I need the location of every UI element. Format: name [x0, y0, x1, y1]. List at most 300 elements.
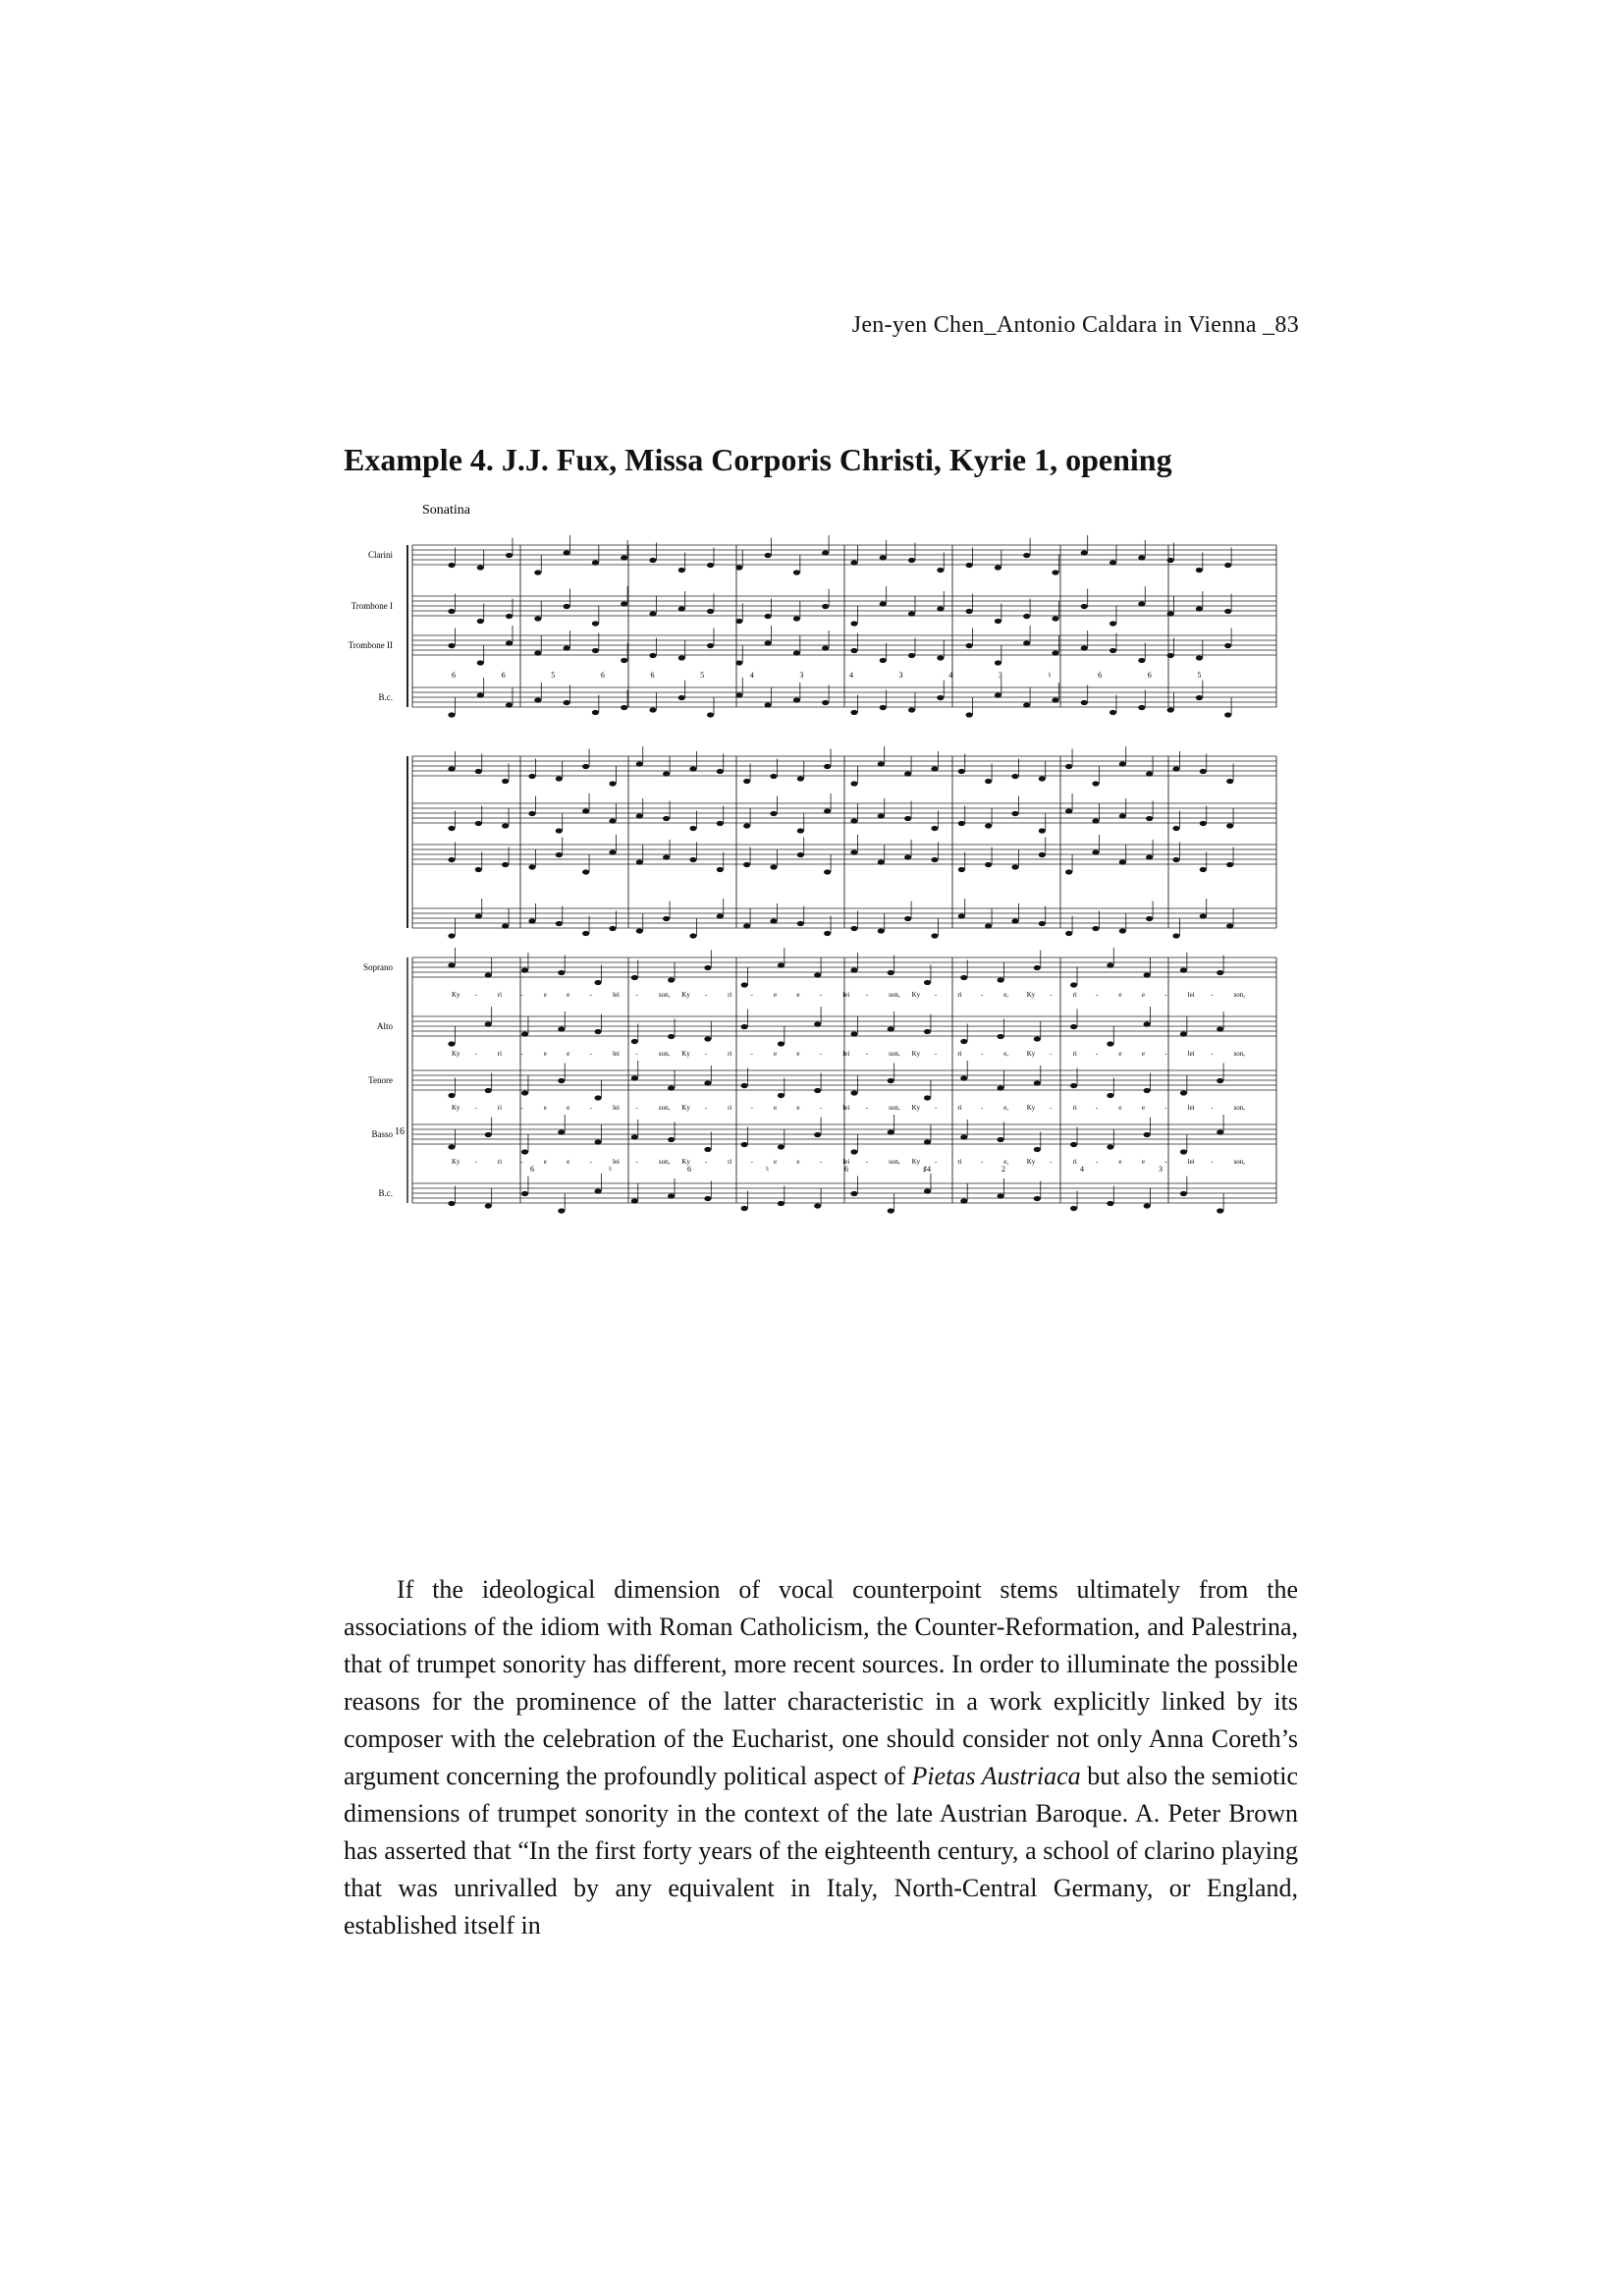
- figured-bass: 6: [687, 1165, 691, 1174]
- note: [1138, 705, 1145, 710]
- lyric: -: [635, 1050, 638, 1058]
- note: [1011, 811, 1018, 816]
- note: [822, 700, 829, 705]
- note: [1146, 854, 1153, 859]
- note: [1196, 606, 1203, 611]
- lyric: Ky: [1026, 1104, 1036, 1112]
- note: [649, 707, 656, 712]
- note: [678, 568, 685, 573]
- note: [966, 563, 973, 568]
- figured-bass: 4: [749, 671, 754, 680]
- lyric: ri: [957, 1104, 962, 1112]
- note: [631, 975, 638, 980]
- note: [1070, 1206, 1077, 1211]
- note: [521, 1090, 528, 1095]
- note: [636, 761, 643, 766]
- note: [502, 923, 509, 928]
- lyric: ri: [728, 991, 732, 999]
- note: [1119, 813, 1126, 818]
- note: [689, 933, 696, 938]
- note: [448, 1144, 455, 1149]
- figured-bass: 3: [998, 671, 1002, 680]
- note: [475, 913, 482, 918]
- lyric: ri: [1072, 1158, 1077, 1166]
- lyric: -: [474, 991, 477, 999]
- lyric: Ky: [681, 1050, 690, 1058]
- note: [521, 1149, 528, 1154]
- note: [985, 862, 992, 867]
- lyric: Ky: [452, 991, 460, 999]
- lyric: -: [520, 991, 523, 999]
- note: [878, 928, 885, 933]
- music-example: [334, 496, 1296, 1527]
- lyric: -: [1096, 1158, 1099, 1166]
- lyric: lei: [842, 1104, 850, 1112]
- lyric: son,: [1233, 1050, 1246, 1058]
- note: [793, 616, 800, 621]
- note: [1011, 864, 1018, 869]
- note: [1070, 1083, 1077, 1088]
- lyric: son,: [889, 1050, 900, 1058]
- note: [1172, 933, 1179, 938]
- note: [880, 555, 887, 560]
- lyric: -: [589, 1158, 592, 1166]
- note: [743, 779, 750, 784]
- note: [878, 761, 885, 766]
- instrument-label: B.c.: [378, 1188, 393, 1198]
- note: [997, 977, 1003, 982]
- lyric: -: [589, 1050, 592, 1058]
- note: [475, 769, 482, 774]
- note: [678, 655, 685, 660]
- note: [888, 970, 894, 975]
- note: [966, 712, 973, 717]
- paragraph-part-1: If the ideological dimension of vocal counterpoint stems ultimately from the associations of the idiom with Roman Catholicism, the Counter-Reformation, and Palestrina, that of trumpet sonority has different, more recent sources. In order to illuminate the possible reasons for the prominence of the latter characteristic in a work explicitly linked by its composer with the celebration of the Eucharist, one should consider not only Anna Coreth’s argument concerning the profoundly political aspect of: [344, 1575, 1298, 1790]
- note: [1034, 1080, 1041, 1085]
- note: [636, 813, 643, 818]
- note: [1023, 614, 1030, 619]
- note: [958, 867, 965, 872]
- note: [631, 1039, 638, 1044]
- lyric: Ky: [681, 991, 690, 999]
- lyric: -: [935, 1104, 938, 1112]
- note: [985, 923, 992, 928]
- note: [1224, 609, 1231, 614]
- lyric: -: [819, 991, 823, 999]
- note: [448, 609, 455, 614]
- note: [904, 854, 911, 859]
- note: [475, 821, 482, 826]
- instrument-label: Tenore: [368, 1075, 393, 1085]
- example-title: Example 4. J.J. Fux, Missa Corporis Christi, Kyrie 1, opening: [344, 442, 1172, 477]
- note: [1052, 697, 1058, 702]
- note: [689, 826, 696, 831]
- lyric: Ky: [1026, 991, 1036, 999]
- note: [1023, 640, 1030, 645]
- lyric: e,: [1003, 1050, 1009, 1058]
- lyric: Ky: [1026, 1050, 1036, 1058]
- lyric: -: [474, 1158, 477, 1166]
- note: [1119, 761, 1126, 766]
- note: [621, 601, 627, 606]
- note: [668, 1085, 675, 1090]
- note: [1039, 828, 1046, 833]
- note: [824, 869, 831, 874]
- note: [564, 700, 570, 705]
- note: [609, 849, 616, 854]
- note: [960, 1075, 967, 1080]
- note: [997, 1193, 1003, 1198]
- lyric: Ky: [681, 1158, 690, 1166]
- lyric: e,: [1003, 1104, 1009, 1112]
- lyric: e: [774, 1158, 778, 1166]
- note: [850, 621, 857, 626]
- note: [1109, 710, 1116, 715]
- lyric: ri: [728, 1158, 732, 1166]
- lyric: lei: [842, 1050, 850, 1058]
- lyric: Ky: [911, 1050, 921, 1058]
- note: [1065, 931, 1072, 936]
- lyric: -: [1164, 1158, 1167, 1166]
- lyric: -: [819, 1104, 823, 1112]
- lyric: ri: [1072, 1104, 1077, 1112]
- note: [1217, 1078, 1223, 1083]
- note: [1196, 568, 1203, 573]
- note: [1224, 563, 1231, 568]
- note: [707, 712, 714, 717]
- lyric: e: [1118, 1158, 1122, 1166]
- lyric: lei: [842, 991, 850, 999]
- note: [797, 828, 804, 833]
- lyric: ri: [728, 1050, 732, 1058]
- note: [931, 766, 938, 771]
- note: [558, 970, 565, 975]
- note: [528, 774, 535, 779]
- note: [564, 604, 570, 609]
- figured-bass: 5: [700, 671, 705, 680]
- note: [609, 818, 616, 823]
- figured-bass: 6: [501, 671, 506, 680]
- note: [1138, 601, 1145, 606]
- note: [937, 655, 944, 660]
- lyric: e: [543, 1104, 547, 1112]
- note: [636, 928, 643, 933]
- note: [1144, 1021, 1151, 1026]
- lyric: -: [750, 1050, 753, 1058]
- emphasized-title: Pietas Austriaca: [911, 1762, 1081, 1790]
- note: [594, 980, 601, 985]
- note: [850, 648, 857, 653]
- lyric: -: [635, 1158, 638, 1166]
- note: [668, 977, 675, 982]
- note: [985, 779, 992, 784]
- note: [1052, 616, 1058, 621]
- note: [707, 563, 714, 568]
- note: [582, 808, 589, 813]
- note: [1034, 1147, 1041, 1152]
- note: [778, 1201, 784, 1206]
- note: [880, 705, 887, 710]
- note: [1107, 1041, 1113, 1046]
- note: [888, 1026, 894, 1031]
- note: [582, 931, 589, 936]
- figured-bass: 6: [600, 671, 605, 680]
- lyric: son,: [658, 1104, 671, 1112]
- lyric: e: [796, 1104, 800, 1112]
- figured-bass: ♮: [1048, 671, 1052, 680]
- lyric: Ky: [452, 1104, 460, 1112]
- lyric: e: [1118, 1050, 1122, 1058]
- note: [521, 967, 528, 972]
- lyric: -: [750, 991, 753, 999]
- lyric: lei: [842, 1158, 850, 1166]
- note: [717, 867, 724, 872]
- lyric: -: [474, 1050, 477, 1058]
- note: [592, 560, 599, 565]
- note: [1200, 821, 1207, 826]
- note: [592, 621, 599, 626]
- note: [924, 1139, 931, 1144]
- note: [1070, 1024, 1077, 1029]
- note: [448, 1201, 455, 1206]
- note: [592, 710, 599, 715]
- note: [1146, 916, 1153, 921]
- note: [502, 823, 509, 828]
- note: [631, 1134, 638, 1139]
- note: [1224, 643, 1231, 648]
- lyric: -: [589, 1104, 592, 1112]
- note: [1065, 764, 1072, 769]
- note: [1039, 776, 1046, 781]
- note: [960, 975, 967, 980]
- note: [931, 857, 938, 862]
- lyric: e: [567, 1158, 570, 1166]
- note: [937, 568, 944, 573]
- lyric: e: [1118, 991, 1122, 999]
- note: [1092, 781, 1099, 786]
- note: [770, 774, 777, 779]
- note: [534, 650, 541, 655]
- note: [878, 859, 885, 864]
- note: [1217, 1026, 1223, 1031]
- note: [822, 604, 829, 609]
- note: [594, 1188, 601, 1193]
- lyric: son,: [1233, 991, 1246, 999]
- note: [1119, 859, 1126, 864]
- figured-bass: 3: [898, 671, 903, 680]
- note: [707, 609, 714, 614]
- note: [663, 854, 670, 859]
- figured-bass: ♮: [609, 1165, 612, 1174]
- note: [1034, 965, 1041, 970]
- lyric: e: [1141, 991, 1145, 999]
- lyric: -: [1211, 1104, 1214, 1112]
- note: [534, 616, 541, 621]
- note: [534, 697, 541, 702]
- lyric: son,: [1233, 1158, 1246, 1166]
- note: [477, 692, 484, 697]
- lyric: -: [474, 1104, 477, 1112]
- note: [1226, 823, 1233, 828]
- note: [880, 658, 887, 663]
- lyric: e: [796, 1158, 800, 1166]
- note: [850, 710, 857, 715]
- note: [448, 826, 455, 831]
- note: [743, 823, 750, 828]
- body-text: [344, 1571, 1298, 1944]
- note: [814, 1132, 821, 1137]
- lyric: son,: [889, 1158, 900, 1166]
- note: [924, 1029, 931, 1034]
- lyric: ri: [1072, 1050, 1077, 1058]
- note: [1172, 857, 1179, 862]
- note: [1065, 869, 1072, 874]
- note: [1109, 621, 1116, 626]
- note: [1226, 862, 1233, 867]
- note: [1081, 604, 1088, 609]
- note: [448, 962, 455, 967]
- note: [778, 962, 784, 967]
- note: [704, 1036, 711, 1041]
- note: [1070, 982, 1077, 987]
- note: [1144, 972, 1151, 977]
- note: [1065, 808, 1072, 813]
- lyric: e: [1141, 1050, 1145, 1058]
- figured-bass: 3: [799, 671, 804, 680]
- note: [814, 972, 821, 977]
- note: [678, 606, 685, 611]
- note: [997, 1137, 1003, 1142]
- note: [995, 660, 1001, 665]
- note: [558, 1078, 565, 1083]
- figured-bass: 2: [1001, 1165, 1005, 1174]
- running-head: Jen-yen Chen_Antonio Caldara in Vienna _83: [851, 312, 1299, 338]
- note: [448, 712, 455, 717]
- note: [592, 648, 599, 653]
- note: [824, 808, 831, 813]
- note: [1052, 570, 1058, 574]
- note: [485, 1088, 492, 1093]
- lyric: -: [589, 991, 592, 999]
- lyric: Ky: [452, 1050, 460, 1058]
- note: [741, 1206, 748, 1211]
- note: [770, 918, 777, 923]
- note: [741, 1142, 748, 1147]
- note: [822, 645, 829, 650]
- lyric: ri: [957, 991, 962, 999]
- note: [1146, 771, 1153, 776]
- lyric: Ky: [681, 1104, 690, 1112]
- note: [1172, 766, 1179, 771]
- note: [997, 1085, 1003, 1090]
- figured-bass: 3: [1159, 1165, 1163, 1174]
- lyric: -: [1164, 1104, 1167, 1112]
- note: [678, 695, 685, 700]
- lyric: e: [1141, 1158, 1145, 1166]
- note: [1138, 555, 1145, 560]
- paragraph-part-2: but also the semiotic dimensions of trumpet sonority in the context of the late Austrian Baroque. A. Peter Brown has asserted that “In the first forty years of the eighteenth century, a school of clarino playing that was unrivalled by any equivalent in Italy, North-Central Germany, or England, established itself in: [344, 1762, 1299, 1940]
- instrument-label: Trombone II: [348, 640, 393, 650]
- note: [594, 1139, 601, 1144]
- note: [448, 643, 455, 648]
- lyric: e: [796, 991, 800, 999]
- instrument-label: Basso: [371, 1129, 393, 1139]
- note: [689, 766, 696, 771]
- note: [704, 1080, 711, 1085]
- note: [663, 916, 670, 921]
- lyric: lei: [1187, 1104, 1195, 1112]
- note: [448, 1093, 455, 1098]
- instrument-label: Trombone I: [351, 601, 393, 611]
- note: [888, 1208, 894, 1213]
- note: [1196, 695, 1203, 700]
- note: [1226, 923, 1233, 928]
- note: [960, 1134, 967, 1139]
- note: [1217, 1129, 1223, 1134]
- note: [448, 766, 455, 771]
- note: [850, 818, 857, 823]
- note: [985, 823, 992, 828]
- note: [904, 771, 911, 776]
- lyric: -: [1211, 991, 1214, 999]
- note: [477, 660, 484, 665]
- lyric: -: [1164, 991, 1167, 999]
- note: [966, 643, 973, 648]
- note: [528, 811, 535, 816]
- lyric: -: [865, 1158, 869, 1166]
- note: [765, 553, 772, 558]
- note: [689, 857, 696, 862]
- figured-bass: 6: [530, 1165, 534, 1174]
- note: [908, 558, 915, 563]
- note: [793, 697, 800, 702]
- note: [477, 619, 484, 624]
- note: [797, 921, 804, 926]
- lyric: son,: [1233, 1104, 1246, 1112]
- note: [1081, 645, 1088, 650]
- lyric: Ky: [1026, 1158, 1036, 1166]
- note: [958, 913, 965, 918]
- note: [741, 1083, 748, 1088]
- figured-bass: 5: [551, 671, 556, 680]
- note: [475, 867, 482, 872]
- lyric: e,: [1003, 1158, 1009, 1166]
- figured-bass: ♯4: [923, 1165, 931, 1174]
- note: [528, 864, 535, 869]
- lyric: e: [774, 1104, 778, 1112]
- note: [765, 640, 772, 645]
- note: [931, 826, 938, 831]
- figured-bass: 6: [650, 671, 655, 680]
- note: [793, 650, 800, 655]
- lyric: Ky: [911, 991, 921, 999]
- note: [707, 643, 714, 648]
- note: [502, 779, 509, 784]
- note: [937, 606, 944, 611]
- lyric: lei: [1187, 1050, 1195, 1058]
- note: [824, 764, 831, 769]
- note: [621, 555, 627, 560]
- lyric: ri: [497, 991, 503, 999]
- note: [609, 781, 616, 786]
- note: [558, 1208, 565, 1213]
- lyric: ri: [497, 1104, 503, 1112]
- note: [770, 811, 777, 816]
- instrument-label: Clarini: [368, 550, 393, 560]
- note: [668, 1137, 675, 1142]
- measure-number: 16: [395, 1126, 405, 1137]
- note: [888, 1129, 894, 1134]
